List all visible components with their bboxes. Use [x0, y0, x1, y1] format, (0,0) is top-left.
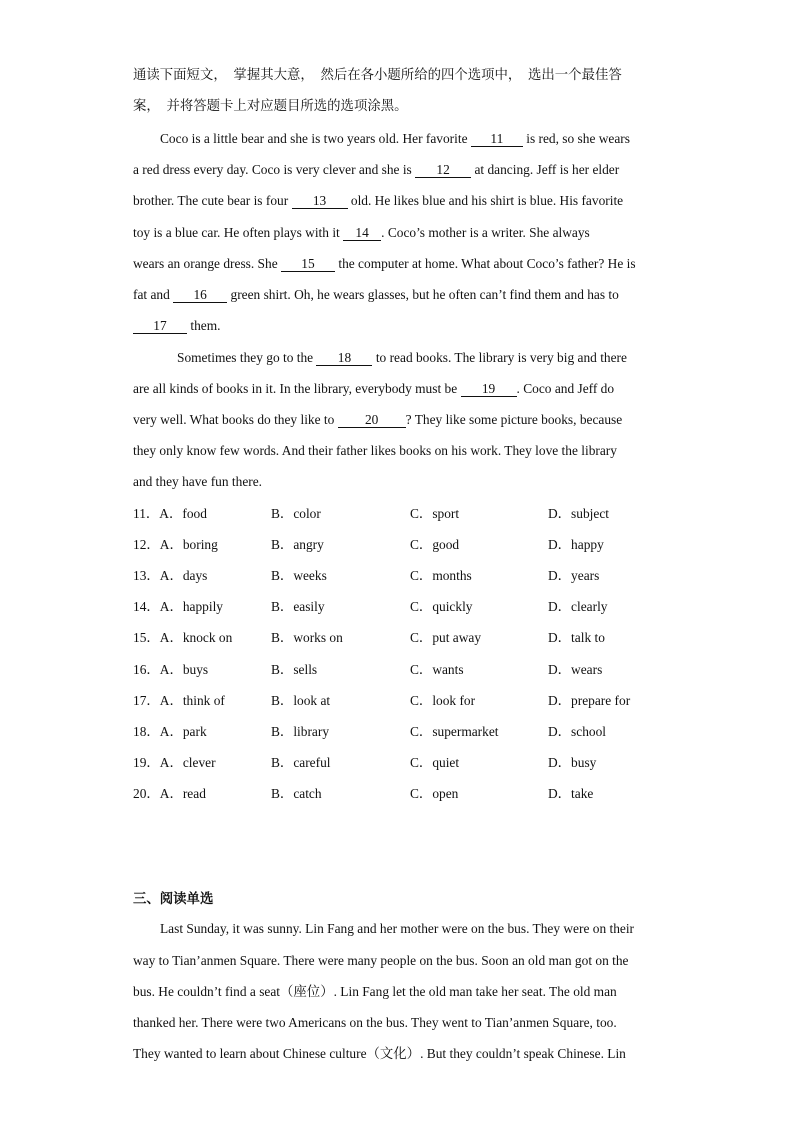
- question-number-and-option-a[interactable]: [133, 692, 225, 710]
- passage-text: green shirt. Oh, he wears glasses, but he often can’t find them and has to: [227, 287, 619, 302]
- option-b[interactable]: B．works on: [271, 630, 343, 645]
- passage-line: [133, 255, 636, 273]
- question-number: 18．: [133, 724, 160, 739]
- passage-text: . But they couldn’t speak Chinese. Lin: [420, 1046, 626, 1061]
- option-a[interactable]: A．boring: [159, 537, 218, 552]
- option-b[interactable]: B．weeks: [271, 568, 327, 583]
- option-d[interactable]: D．wears: [548, 662, 603, 677]
- option-b[interactable]: B．careful: [271, 755, 331, 770]
- option-b[interactable]: B．catch: [271, 786, 322, 801]
- passage-text: （文化）: [366, 1047, 421, 1062]
- question-number-and-option-a[interactable]: [133, 598, 223, 616]
- passage-text: wears an orange dress. She: [133, 256, 281, 271]
- option-a[interactable]: A．buys: [159, 662, 209, 677]
- question-number: 11．: [133, 506, 160, 521]
- blank-17: 17: [133, 318, 187, 334]
- option-c[interactable]: C．quiet: [410, 755, 460, 770]
- passage-text: them.: [187, 318, 221, 333]
- passage-text: to read books. The library is very big and there: [372, 350, 627, 365]
- passage-text: is red, so she wears: [522, 131, 630, 146]
- passage-text: Coco is a little bear and she is two years old. Her favorite: [160, 131, 471, 146]
- question-number-and-option-a[interactable]: [133, 629, 232, 647]
- option-d[interactable]: D．school: [548, 724, 607, 739]
- question-number-and-option-a[interactable]: [133, 536, 218, 554]
- option-b[interactable]: B．color: [271, 506, 321, 521]
- passage-text: toy is a blue car. He often plays with it: [133, 225, 344, 240]
- option-c[interactable]: C．months: [410, 568, 472, 583]
- passage-line: [133, 161, 619, 179]
- passage-line: they only know few words. And their father likes books on his work. They love the library: [133, 443, 617, 458]
- passage-line: [133, 286, 619, 304]
- option-d[interactable]: D．take: [548, 786, 594, 801]
- passage-line: [133, 411, 622, 429]
- question-number: 13．: [133, 568, 160, 583]
- option-d[interactable]: D．subject: [548, 506, 609, 521]
- option-c[interactable]: C．wants: [410, 662, 464, 677]
- option-b[interactable]: B．easily: [271, 599, 325, 614]
- question-number: 16．: [133, 662, 160, 677]
- option-a[interactable]: A．read: [159, 786, 206, 801]
- question-number-and-option-a[interactable]: [133, 505, 207, 523]
- passage-line: way to Tian’anmen Square. There were many people on the bus. Soon an old man got on the: [133, 953, 629, 968]
- option-d[interactable]: D．clearly: [548, 599, 608, 614]
- option-a[interactable]: A．park: [159, 724, 207, 739]
- passage-line: [133, 380, 614, 398]
- passage-text: brother. The cute bear is four: [133, 193, 292, 208]
- passage-text: . Lin Fang let the old man take her seat. The old man: [333, 984, 617, 999]
- instructions-line-2: 案， 并将答题卡上对应题目所选的选项涂黑。: [133, 99, 408, 114]
- option-c[interactable]: C．good: [410, 537, 460, 552]
- passage-line: [133, 983, 617, 1002]
- passage-text: bus. He couldn’t find a seat: [133, 984, 281, 999]
- option-b[interactable]: B．sells: [271, 662, 318, 677]
- option-b[interactable]: B．angry: [271, 537, 324, 552]
- passage-text: （座位）: [280, 985, 334, 1000]
- passage-text: a red dress every day. Coco is very clever and she is: [133, 162, 416, 177]
- blank-15: 15: [281, 256, 335, 272]
- blank-19: 19: [461, 381, 517, 397]
- passage-line: [133, 317, 220, 335]
- option-c[interactable]: C．look for: [410, 693, 476, 708]
- question-number: 12．: [133, 537, 160, 552]
- instructions-line-1: 通读下面短文， 掌握其大意， 然后在各小题所给的四个选项中， 选出一个最佳答: [133, 68, 622, 83]
- option-a[interactable]: A．clever: [159, 755, 216, 770]
- option-c[interactable]: C．supermarket: [410, 724, 499, 739]
- option-d[interactable]: D．talk to: [548, 630, 605, 645]
- passage-line: [133, 1045, 626, 1064]
- passage-text: fat and: [133, 287, 174, 302]
- question-number-and-option-a[interactable]: [133, 567, 207, 585]
- question-number: 14．: [133, 599, 160, 614]
- blank-12: 12: [415, 162, 471, 178]
- passage-line: [160, 130, 630, 148]
- option-b[interactable]: B．look at: [271, 693, 331, 708]
- option-d[interactable]: D．busy: [548, 755, 597, 770]
- passage-line: [133, 192, 623, 210]
- passage-text: Sometimes they go to the: [177, 350, 317, 365]
- question-number: 17．: [133, 693, 160, 708]
- passage-text: ? They like some picture books, because: [405, 412, 623, 427]
- question-number: 15．: [133, 630, 160, 645]
- option-d[interactable]: D．happy: [548, 537, 604, 552]
- passage-text: very well. What books do they like to: [133, 412, 338, 427]
- option-a[interactable]: A．think of: [159, 693, 225, 708]
- passage-text: are all kinds of books in it. In the library, everybody must be: [133, 381, 461, 396]
- option-d[interactable]: D．prepare for: [548, 693, 631, 708]
- option-a[interactable]: A．happily: [159, 599, 224, 614]
- question-number-and-option-a[interactable]: [133, 723, 207, 741]
- blank-20: 20: [338, 412, 406, 428]
- passage-text: at dancing. Jeff is her elder: [471, 162, 620, 177]
- section-title: 三、阅读单选: [133, 892, 214, 907]
- option-c[interactable]: C．quickly: [410, 599, 473, 614]
- passage-text: old. He likes blue and his shirt is blue. His favorite: [347, 193, 624, 208]
- option-c[interactable]: C．open: [410, 786, 459, 801]
- blank-14: 14: [343, 225, 381, 241]
- blank-13: 13: [292, 193, 348, 209]
- passage-line: thanked her. There were two Americans on the bus. They went to Tian’anmen Square, too.: [133, 1015, 617, 1030]
- passage-line: Last Sunday, it was sunny. Lin Fang and her mother were on the bus. They were on their: [160, 921, 635, 936]
- question-number: 20．: [133, 786, 160, 801]
- passage-text: They wanted to learn about Chinese culture: [133, 1046, 367, 1061]
- option-c[interactable]: C．sport: [410, 506, 460, 521]
- blank-16: 16: [173, 287, 227, 303]
- question-number: 19．: [133, 755, 160, 770]
- passage-text: . Coco’s mother is a writer. She always: [381, 225, 590, 240]
- option-a[interactable]: A．days: [159, 568, 208, 583]
- option-b[interactable]: B．library: [271, 724, 330, 739]
- question-number-and-option-a[interactable]: [133, 754, 216, 772]
- option-a[interactable]: A．knock on: [159, 630, 233, 645]
- option-c[interactable]: C．put away: [410, 630, 482, 645]
- passage-line: [177, 349, 627, 367]
- passage-line: and they have fun there.: [133, 474, 263, 489]
- blank-11: 11: [471, 131, 523, 147]
- passage-text: . Coco and Jeff do: [516, 381, 615, 396]
- option-d[interactable]: D．years: [548, 568, 600, 583]
- passage-line: [133, 224, 590, 242]
- question-number-and-option-a[interactable]: [133, 661, 208, 679]
- blank-18: 18: [316, 350, 372, 366]
- passage-text: the computer at home. What about Coco’s father? He is: [335, 256, 636, 271]
- option-a[interactable]: A．food: [159, 506, 207, 521]
- question-number-and-option-a[interactable]: [133, 785, 206, 803]
